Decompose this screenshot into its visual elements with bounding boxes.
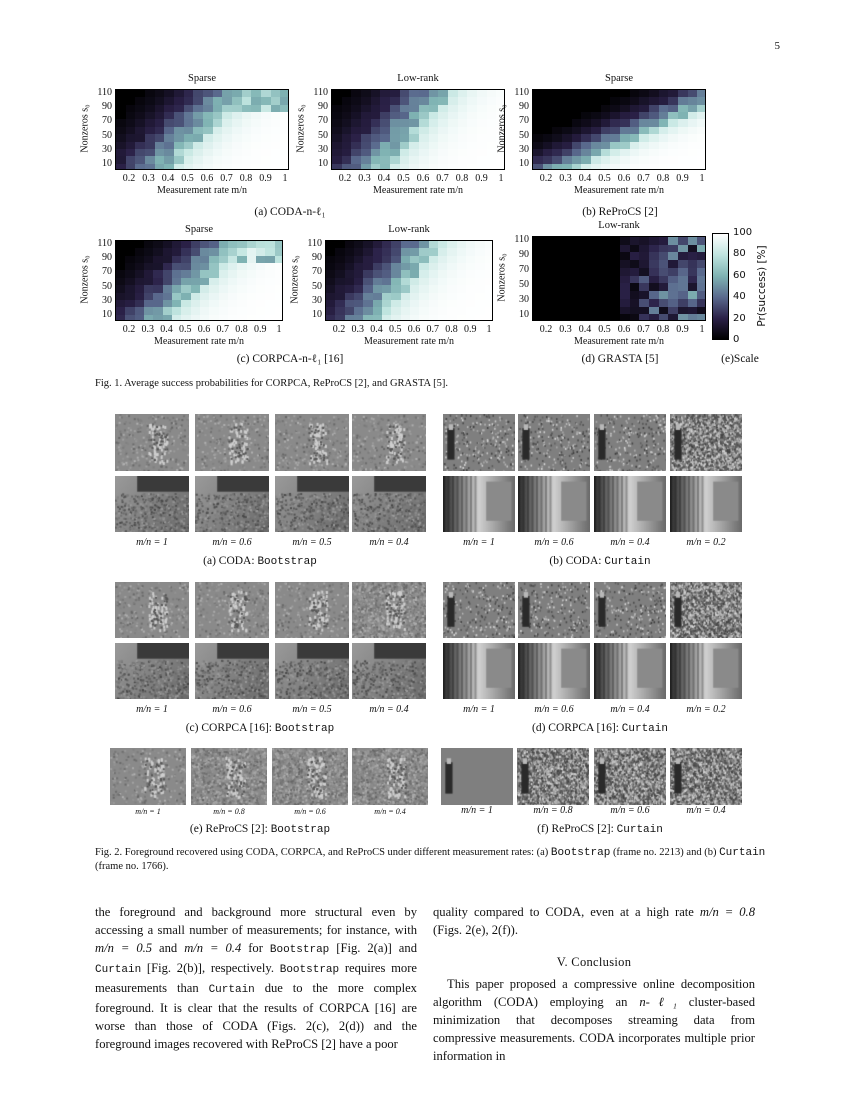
foreground-image	[352, 476, 426, 532]
y-tick-label: 110	[307, 238, 322, 249]
foreground-image	[443, 643, 515, 699]
heatmap-cell	[280, 164, 289, 170]
x-axis-label: Measurement rate m/n	[574, 185, 664, 196]
x-axis-label: Measurement rate m/n	[364, 336, 454, 347]
foreground-image	[443, 476, 515, 532]
x-tick-label: 0.4	[578, 324, 592, 335]
foreground-canvas	[275, 476, 349, 532]
foreground-canvas	[115, 476, 189, 532]
foreground-image	[518, 414, 590, 471]
foreground-canvas	[443, 582, 515, 638]
measurement-rate-label: m/n = 0.6	[610, 805, 650, 816]
heatmap-cell	[275, 315, 283, 321]
measurement-rate-label: m/n = 0.4	[686, 805, 726, 816]
x-tick-label: 0.9	[464, 324, 477, 335]
y-tick-label: 110	[514, 234, 529, 245]
measurement-rate-label: m/n = 0.6	[534, 704, 574, 715]
y-tick-label: 110	[97, 87, 112, 98]
heatmap-cell	[697, 314, 706, 321]
y-tick-label: 30	[102, 143, 112, 155]
x-tick-label: 0.8	[445, 324, 458, 335]
foreground-image	[115, 476, 189, 532]
foreground-canvas	[191, 748, 267, 805]
foreground-canvas	[594, 476, 666, 532]
y-tick-label: 90	[318, 101, 328, 113]
measurement-rate-label: m/n = 0.2	[686, 704, 726, 715]
x-tick-label: 0.2	[338, 173, 352, 184]
x-tick-label: 0.3	[559, 173, 572, 184]
measurement-rate-label: m/n = 0.4	[369, 537, 409, 548]
foreground-canvas	[275, 643, 349, 699]
y-tick-label: 90	[102, 101, 112, 113]
foreground-image	[352, 414, 426, 471]
foreground-canvas	[352, 476, 426, 532]
y-tick-label: 30	[102, 294, 112, 306]
foreground-image	[275, 582, 349, 638]
x-tick-label: 0.4	[377, 173, 391, 184]
y-tick-label: 90	[102, 252, 112, 264]
heatmap-cell	[697, 164, 706, 170]
foreground-image	[670, 643, 742, 699]
foreground-image	[517, 748, 589, 805]
plot-title: Sparse	[188, 73, 216, 84]
x-tick-label: 0.6	[617, 324, 631, 335]
foreground-image	[443, 414, 515, 471]
measurement-rate-label: m/n = 1	[461, 805, 493, 816]
foreground-image	[518, 476, 590, 532]
x-tick-label: 0.2	[122, 324, 136, 335]
foreground-canvas	[195, 582, 269, 638]
x-tick-label: 0.8	[455, 173, 469, 184]
y-tick-label: 10	[312, 309, 322, 320]
x-tick-label: 0.2	[122, 173, 136, 184]
x-axis-label: Measurement rate m/n	[574, 336, 664, 347]
foreground-canvas	[594, 643, 666, 699]
y-tick-label: 70	[318, 115, 328, 127]
foreground-image	[518, 582, 590, 638]
x-tick-label: 0.4	[578, 173, 592, 184]
y-tick-label: 110	[313, 87, 328, 98]
foreground-image	[352, 582, 426, 638]
y-tick-label: 50	[519, 129, 529, 141]
foreground-image	[115, 582, 189, 638]
y-axis-label: Nonzeros s₀	[79, 103, 91, 153]
x-tick-label: 0.7	[216, 324, 229, 335]
y-tick-label: 70	[519, 115, 529, 127]
foreground-canvas	[594, 748, 666, 805]
heatmap-plot	[115, 89, 289, 170]
measurement-rate-label: m/n = 0.4	[610, 704, 650, 715]
x-tick-label: 0.8	[239, 173, 253, 184]
x-tick-label: 0.9	[259, 173, 272, 184]
foreground-canvas	[195, 476, 269, 532]
foreground-canvas	[594, 414, 666, 471]
x-tick-label: 0.5	[598, 324, 611, 335]
plot-title: Sparse	[185, 224, 213, 235]
measurement-rate-label: m/n = 1	[135, 807, 161, 816]
x-tick-label: 0.2	[332, 324, 346, 335]
section-heading: V. Conclusion	[556, 955, 632, 969]
x-tick-label: 0.3	[358, 173, 371, 184]
x-tick-label: 0.7	[637, 324, 650, 335]
foreground-image	[670, 748, 742, 805]
foreground-canvas	[443, 476, 515, 532]
measurement-rate-label: m/n = 0.6	[212, 704, 252, 715]
foreground-image	[594, 748, 666, 805]
foreground-canvas	[275, 582, 349, 638]
foreground-canvas	[670, 582, 742, 638]
measurement-rate-label: m/n = 0.6	[534, 537, 574, 548]
y-tick-label: 10	[519, 309, 529, 320]
y-tick-label: 50	[318, 129, 328, 141]
foreground-image	[670, 476, 742, 532]
y-tick-label: 50	[102, 280, 112, 292]
foreground-canvas	[441, 748, 513, 805]
y-tick-label: 30	[312, 294, 322, 306]
foreground-image	[275, 414, 349, 471]
x-tick-label: 0.4	[161, 173, 175, 184]
x-tick-label: 0.3	[351, 324, 364, 335]
x-tick-label: 0.6	[617, 173, 631, 184]
foreground-image	[195, 643, 269, 699]
measurement-rate-label: m/n = 0.6	[294, 807, 326, 816]
measurement-rate-label: m/n = 1	[463, 704, 495, 715]
foreground-canvas	[115, 643, 189, 699]
foreground-canvas	[517, 748, 589, 805]
foreground-canvas	[352, 414, 426, 471]
left-column-text: the foreground and background more structural even by accessing a small number of measurements; for instance, with m/n = 0.5 and m/n = 0.4 for Bootstrap [Fig. 2(a)] and Curtain [Fig. 2(b)], respectively. Bootstrap requires more measurements than Curtain due to the more complex foreground. It is clear that the results of CORPCA [16] are worse than those of CODA (Figs. 2(c), 2(d)) and the foreground images recovered with ReProCS [2] have a poor	[95, 905, 418, 1051]
y-tick-label: 30	[519, 143, 529, 155]
heatmap-cell	[485, 315, 493, 321]
x-tick-label: 0.7	[426, 324, 439, 335]
x-tick-label: 0.6	[200, 173, 214, 184]
fig1-subcaption-c: (c) CORPCA-n-ℓ₁ [16]	[236, 353, 344, 365]
x-tick-label: 0.2	[539, 324, 553, 335]
fig2-subcaption-f: (f) ReProCS [2]: Curtain	[537, 823, 663, 836]
x-axis-label: Measurement rate m/n	[157, 185, 247, 196]
x-tick-label: 0.4	[370, 324, 383, 335]
scale-tick: 20	[733, 313, 746, 324]
scale-tick: 0	[733, 334, 740, 345]
y-axis-label: Nonzeros s₀	[496, 252, 508, 302]
plot-title: Low-rank	[388, 224, 430, 235]
foreground-canvas	[443, 643, 515, 699]
foreground-image	[352, 748, 428, 805]
y-tick-label: 50	[312, 280, 322, 292]
foreground-image	[594, 643, 666, 699]
measurement-rate-label: m/n = 0.2	[686, 537, 726, 548]
scale-tick: 100	[733, 227, 753, 238]
foreground-canvas	[518, 476, 590, 532]
x-tick-label: 0.8	[656, 324, 670, 335]
fig2-subcaption-a: (a) CODA: Bootstrap	[203, 555, 317, 568]
x-tick-label: 0.5	[389, 324, 402, 335]
foreground-image	[443, 582, 515, 638]
y-axis-label: Nonzeros s₀	[295, 103, 307, 153]
foreground-canvas	[518, 582, 590, 638]
foreground-image	[195, 476, 269, 532]
measurement-rate-label: m/n = 0.4	[610, 537, 650, 548]
measurement-rate-label: m/n = 0.5	[292, 537, 332, 548]
x-tick-label: 0.6	[407, 324, 421, 335]
x-tick-label: 0.8	[656, 173, 670, 184]
x-axis-label: Measurement rate m/n	[154, 336, 244, 347]
heatmap-plot	[532, 89, 706, 170]
scale-tick: 60	[733, 270, 746, 281]
page-number: 5	[774, 40, 780, 52]
foreground-canvas	[272, 748, 348, 805]
fig2-subcaption-e: (e) ReProCS [2]: Bootstrap	[189, 823, 331, 836]
y-tick-label: 110	[514, 87, 529, 98]
x-tick-label: 0.7	[220, 173, 233, 184]
foreground-image	[352, 643, 426, 699]
x-tick-label: 0.5	[397, 173, 410, 184]
x-tick-label: 0.9	[676, 324, 689, 335]
right-column-text: quality compared to CODA, even at a high rate m/n = 0.8 (Figs. 2(e), 2(f)).	[433, 905, 755, 937]
foreground-canvas	[195, 414, 269, 471]
y-tick-label: 110	[97, 238, 112, 249]
foreground-image	[272, 748, 348, 805]
scale-tick: 40	[733, 291, 746, 302]
scale-label: Pr(success) [%]	[756, 245, 768, 327]
y-tick-label: 30	[318, 143, 328, 155]
x-tick-label: 0.3	[141, 324, 154, 335]
measurement-rate-label: m/n = 0.4	[369, 704, 409, 715]
fig2-caption: Fig. 2. Foreground recovered using CODA, CORPCA, and ReProCS under different measurement rates: (a) Bootstrap (frame no. 2213) and (b) Curtain (frame no. 1766).	[95, 847, 766, 872]
x-tick-label: 0.5	[179, 324, 192, 335]
foreground-canvas	[670, 414, 742, 471]
foreground-canvas	[352, 748, 428, 805]
foreground-image	[518, 643, 590, 699]
measurement-rate-label: m/n = 0.8	[213, 807, 245, 816]
foreground-image	[441, 748, 513, 805]
y-tick-label: 70	[312, 266, 322, 278]
plot-title: Low-rank	[397, 73, 439, 84]
y-axis-label: Nonzeros s₀	[289, 254, 301, 304]
foreground-canvas	[670, 643, 742, 699]
foreground-image	[115, 643, 189, 699]
foreground-image	[594, 476, 666, 532]
foreground-canvas	[594, 582, 666, 638]
y-tick-label: 90	[519, 101, 529, 113]
x-tick-label: 1	[699, 324, 705, 335]
x-tick-label: 1	[276, 324, 282, 335]
fig1-subcaption-b: (b) ReProCS [2]	[582, 206, 658, 218]
y-tick-label: 70	[519, 264, 529, 275]
heatmap-plot	[115, 240, 283, 321]
foreground-canvas	[115, 582, 189, 638]
x-tick-label: 1	[699, 173, 705, 184]
foreground-image	[110, 748, 186, 805]
y-tick-label: 10	[318, 158, 328, 169]
foreground-image	[594, 414, 666, 471]
x-axis-label: Measurement rate m/n	[373, 185, 463, 196]
foreground-image	[115, 414, 189, 471]
foreground-image	[275, 476, 349, 532]
fig1-subcaption-a: (a) CODA-n-ℓ₁	[254, 206, 326, 218]
y-tick-label: 70	[102, 115, 112, 127]
y-tick-label: 90	[312, 252, 322, 264]
x-tick-label: 0.9	[475, 173, 488, 184]
measurement-rate-label: m/n = 0.8	[533, 805, 573, 816]
x-tick-label: 0.3	[559, 324, 572, 335]
fig1-subcaption-e: (e)Scale	[721, 353, 759, 365]
y-tick-label: 90	[519, 249, 529, 260]
measurement-rate-label: m/n = 1	[463, 537, 495, 548]
fig1-subcaption-d: (d) GRASTA [5]	[581, 353, 659, 365]
plot-title: Sparse	[605, 73, 633, 84]
foreground-image	[670, 582, 742, 638]
measurement-rate-label: m/n = 1	[136, 704, 168, 715]
foreground-canvas	[110, 748, 186, 805]
fig2-subcaption-d: (d) CORPCA [16]: Curtain	[532, 722, 668, 735]
foreground-canvas	[115, 414, 189, 471]
y-axis-label: Nonzeros s₀	[496, 103, 508, 153]
x-tick-label: 0.5	[181, 173, 194, 184]
x-tick-label: 1	[486, 324, 492, 335]
x-tick-label: 0.8	[235, 324, 248, 335]
x-tick-label: 0.3	[142, 173, 155, 184]
foreground-canvas	[195, 643, 269, 699]
x-tick-label: 0.6	[416, 173, 430, 184]
x-tick-label: 0.9	[254, 324, 267, 335]
foreground-canvas	[670, 748, 742, 805]
plot-title: Low-rank	[598, 220, 640, 231]
x-tick-label: 0.6	[197, 324, 211, 335]
heatmap-plot	[532, 236, 706, 321]
foreground-canvas	[352, 643, 426, 699]
measurement-rate-label: m/n = 0.6	[212, 537, 252, 548]
y-tick-label: 10	[519, 158, 529, 169]
foreground-canvas	[275, 414, 349, 471]
heatmap-plot	[331, 89, 505, 170]
foreground-canvas	[518, 643, 590, 699]
y-tick-label: 70	[102, 266, 112, 278]
foreground-image	[191, 748, 267, 805]
fig2-subcaption-c: (c) CORPCA [16]: Bootstrap	[185, 722, 335, 735]
foreground-image	[195, 582, 269, 638]
x-tick-label: 0.7	[436, 173, 449, 184]
conclusion-paragraph: This paper proposed a compressive online decomposition algorithm (CODA) employing an n-ℓ₁ cluster-based minimization that decomposes streaming data from compressive measurements. CODA incorporates multiple prior information in	[433, 977, 755, 1063]
foreground-canvas	[670, 476, 742, 532]
foreground-canvas	[443, 414, 515, 471]
y-tick-label: 10	[102, 309, 112, 320]
x-tick-label: 1	[498, 173, 504, 184]
color-scale-bar	[712, 233, 729, 340]
x-tick-label: 0.7	[637, 173, 650, 184]
x-tick-label: 0.2	[539, 173, 553, 184]
fig2-subcaption-b: (b) CODA: Curtain	[549, 555, 651, 568]
foreground-image	[594, 582, 666, 638]
foreground-image	[195, 414, 269, 471]
x-tick-label: 1	[282, 173, 288, 184]
heatmap-plot	[325, 240, 493, 321]
foreground-image	[275, 643, 349, 699]
measurement-rate-label: m/n = 0.4	[374, 807, 406, 816]
y-tick-label: 10	[102, 158, 112, 169]
scale-tick: 80	[733, 248, 746, 259]
foreground-canvas	[518, 414, 590, 471]
foreground-image	[670, 414, 742, 471]
fig1-caption: Fig. 1. Average success probabilities for CORPCA, ReProCS [2], and GRASTA [5].	[95, 378, 449, 389]
y-tick-label: 50	[519, 279, 529, 290]
x-tick-label: 0.5	[598, 173, 611, 184]
foreground-canvas	[352, 582, 426, 638]
x-tick-label: 0.9	[676, 173, 689, 184]
y-axis-label: Nonzeros s₀	[79, 254, 91, 304]
y-tick-label: 30	[519, 294, 529, 305]
measurement-rate-label: m/n = 0.5	[292, 704, 332, 715]
measurement-rate-label: m/n = 1	[136, 537, 168, 548]
x-tick-label: 0.4	[160, 324, 173, 335]
y-tick-label: 50	[102, 129, 112, 141]
